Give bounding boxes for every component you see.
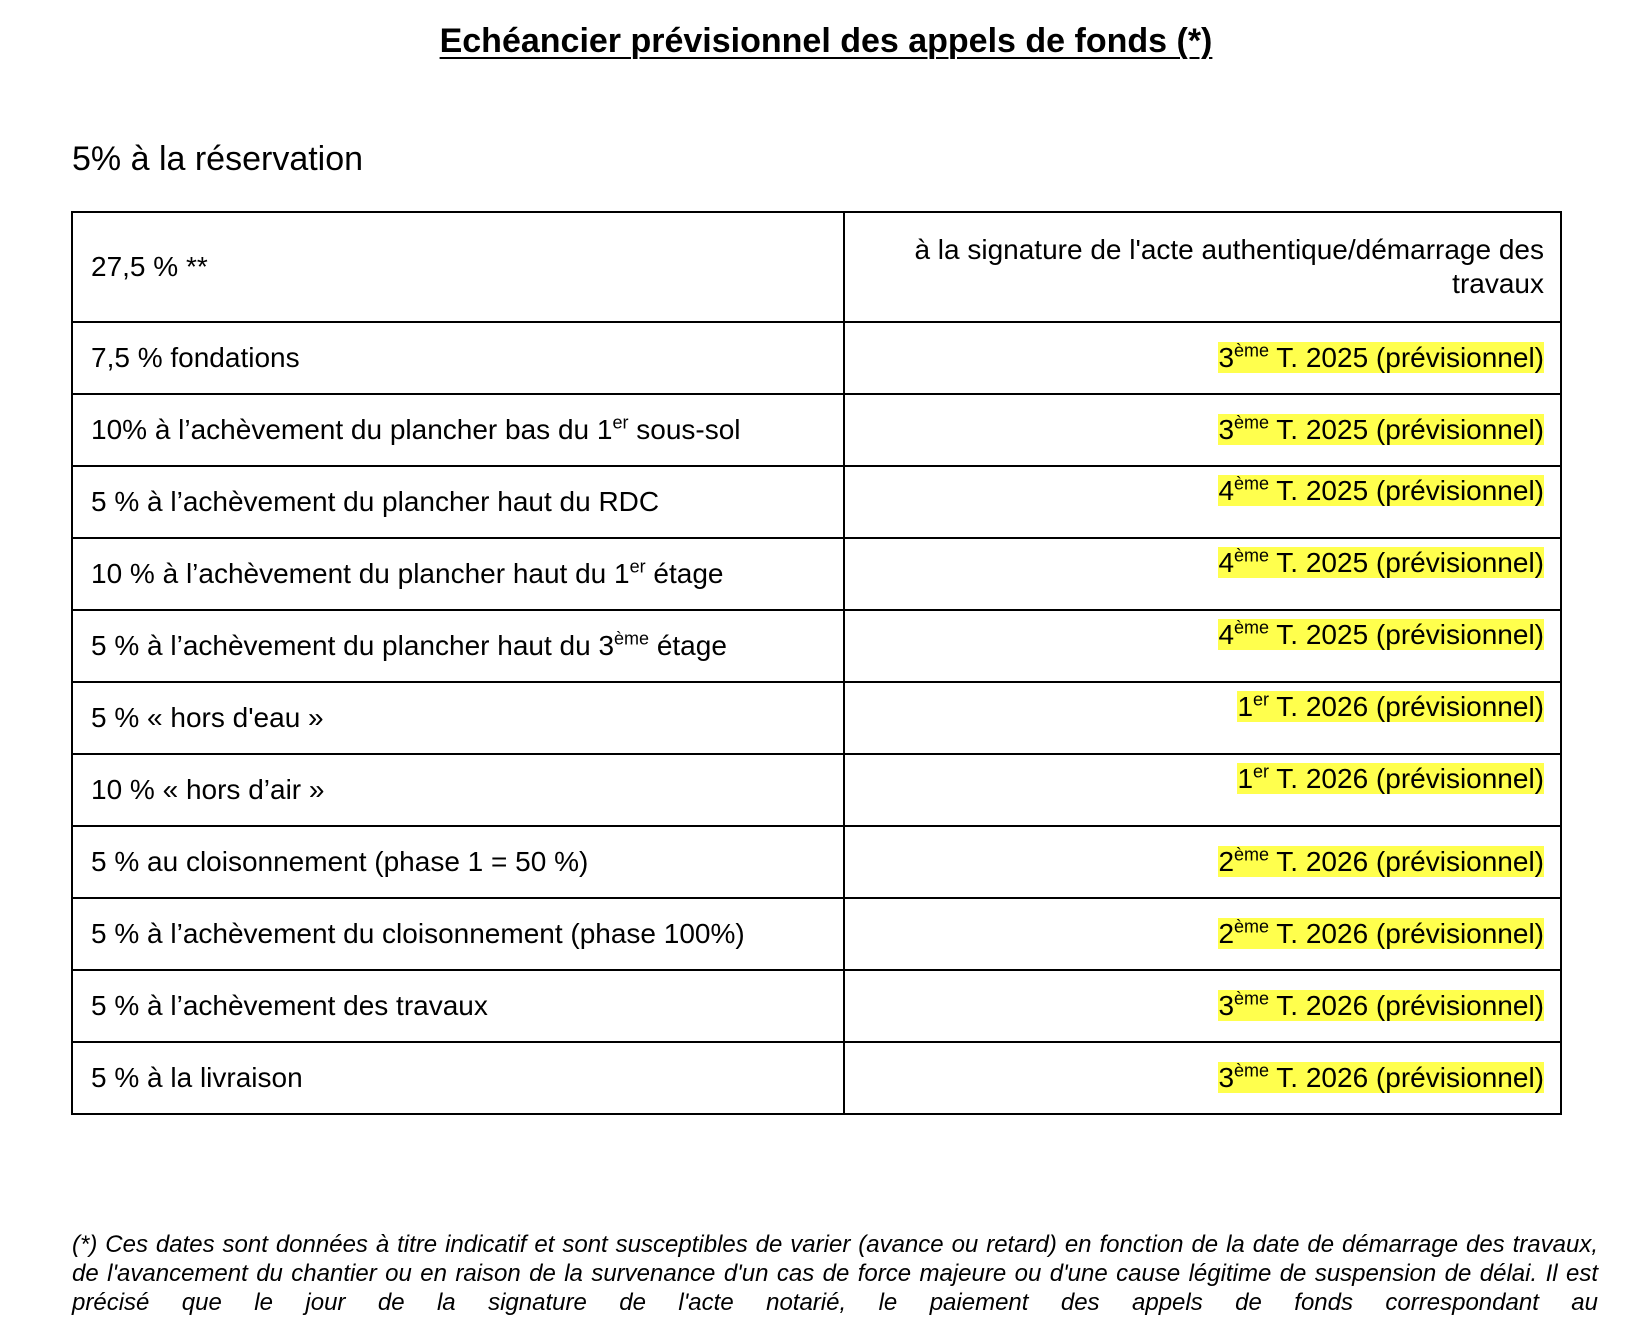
reservation-line: 5% à la réservation	[72, 140, 364, 178]
highlighted-quarter: 4ème T. 2025 (prévisionnel)	[1218, 617, 1544, 650]
timing-cell	[844, 1042, 1561, 1114]
timing-cell	[844, 754, 1561, 826]
table-row	[72, 466, 1561, 538]
highlighted-quarter: 1er T. 2026 (prévisionnel)	[1237, 689, 1544, 722]
ordinal-suffix: ème	[1234, 988, 1270, 1009]
ordinal-suffix: ème	[1234, 412, 1270, 433]
table-row-signature	[72, 212, 1561, 322]
table-row	[72, 970, 1561, 1042]
ordinal-suffix: er	[1253, 761, 1270, 782]
stage-cell	[72, 394, 844, 466]
highlighted-quarter: 3ème T. 2025 (prévisionnel)	[1218, 340, 1544, 373]
stage-cell: 27,5 % **	[72, 212, 844, 322]
stage-text: étage	[645, 558, 724, 589]
table-row	[72, 898, 1561, 970]
stage-cell	[72, 970, 844, 1042]
stage-cell	[72, 826, 844, 898]
document-title: Echéancier prévisionnel des appels de fonds (*)	[439, 22, 1213, 60]
highlighted-quarter: 3ème T. 2026 (prévisionnel)	[1218, 988, 1544, 1021]
stage-text: 5 % à l’achèvement du cloisonnement (phase 100%)	[91, 918, 745, 949]
stage-text: 5 % à l’achèvement des travaux	[91, 990, 488, 1021]
stage-cell	[72, 322, 844, 394]
table-row	[72, 1042, 1561, 1114]
footnote: (*) Ces dates sont données à titre indicatif et sont susceptibles de varier (avance ou retard) en fonction de la date de démarrage des travaux, de l'avancement du chantier ou en raison de la survenance d'un cas de force majeure ou d'une cause légitime de suspension de délai. Il est précisé que le jour de la signature de l'acte notarié, le paiement des appels de fonds correspondant au	[72, 1231, 1598, 1316]
stage-cell	[72, 1042, 844, 1114]
ordinal-suffix: er	[1253, 689, 1270, 710]
stage-text: 5 % à l’achèvement du plancher haut du RDC	[91, 486, 660, 517]
payment-schedule-table	[71, 211, 1562, 1115]
highlighted-quarter: 2ème T. 2026 (prévisionnel)	[1218, 844, 1544, 877]
ordinal-suffix: ème	[1234, 473, 1270, 494]
ordinal-suffix: ème	[1234, 844, 1270, 865]
stage-text: 5 % « hors d'eau »	[91, 702, 324, 733]
highlighted-quarter: 4ème T. 2025 (prévisionnel)	[1218, 473, 1544, 506]
ordinal-suffix: ème	[1234, 1060, 1270, 1081]
stage-text: 5 % au cloisonnement (phase 1 = 50 %)	[91, 846, 589, 877]
stage-cell	[72, 898, 844, 970]
stage-cell	[72, 682, 844, 754]
stage-text: 10 % à l’achèvement du plancher haut du 1	[91, 558, 630, 589]
highlighted-quarter: 3ème T. 2025 (prévisionnel)	[1218, 412, 1544, 445]
stage-text: sous-sol	[628, 414, 741, 445]
stage-text: 10% à l’achèvement du plancher bas du 1	[91, 414, 613, 445]
stage-text: 10 % « hors d’air »	[91, 774, 325, 805]
timing-cell	[844, 610, 1561, 682]
stage-cell	[72, 610, 844, 682]
ordinal-suffix: ème	[1234, 340, 1270, 361]
timing-cell	[844, 826, 1561, 898]
timing-cell	[844, 394, 1561, 466]
table-row	[72, 538, 1561, 610]
stage-text: 5 % à l’achèvement du plancher haut du 3	[91, 630, 615, 661]
timing-cell	[844, 970, 1561, 1042]
stage-cell	[72, 538, 844, 610]
highlighted-quarter: 4ème T. 2025 (prévisionnel)	[1218, 545, 1544, 578]
table-row	[72, 322, 1561, 394]
highlighted-quarter: 3ème T. 2026 (prévisionnel)	[1218, 1060, 1544, 1093]
ordinal-suffix: ème	[614, 628, 650, 649]
ordinal-suffix: er	[612, 412, 629, 433]
stage-text: 5 % à la livraison	[91, 1062, 303, 1093]
timing-cell	[844, 898, 1561, 970]
timing-cell	[844, 682, 1561, 754]
table-row	[72, 610, 1561, 682]
stage-text: étage	[649, 630, 727, 661]
timing-cell	[844, 538, 1561, 610]
stage-cell	[72, 754, 844, 826]
stage-text: 7,5 % fondations	[91, 342, 300, 373]
ordinal-suffix: ème	[1234, 916, 1270, 937]
ordinal-suffix: er	[629, 556, 646, 577]
table-row	[72, 754, 1561, 826]
ordinal-suffix: ème	[1234, 617, 1270, 638]
stage-cell	[72, 466, 844, 538]
ordinal-suffix: ème	[1234, 545, 1270, 566]
timing-cell	[844, 466, 1561, 538]
table-row	[72, 682, 1561, 754]
highlighted-quarter: 2ème T. 2026 (prévisionnel)	[1218, 916, 1544, 949]
timing-cell: à la signature de l'acte authentique/démarrage des travaux	[844, 212, 1561, 322]
timing-cell	[844, 322, 1561, 394]
highlighted-quarter: 1er T. 2026 (prévisionnel)	[1237, 761, 1544, 794]
table-row	[72, 826, 1561, 898]
table-row	[72, 394, 1561, 466]
